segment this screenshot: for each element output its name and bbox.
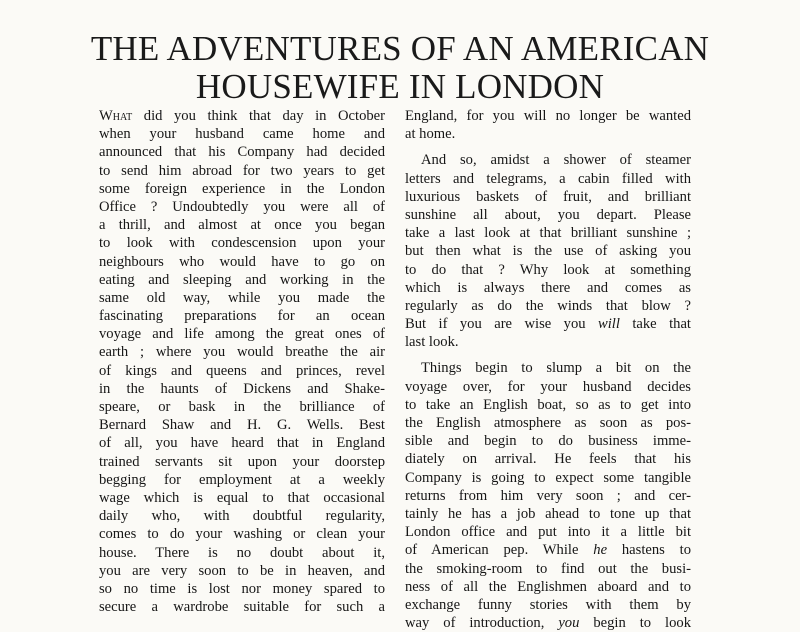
paragraph-gap <box>405 143 691 151</box>
text-line: you are very soon to be in heaven, and <box>99 562 385 579</box>
paragraph <box>405 107 691 143</box>
text-line: England, for you will no longer be wanted <box>405 108 691 124</box>
paragraph <box>405 151 691 351</box>
text-line: exchange funny stories with them by <box>405 596 691 613</box>
text-line: begging for employment at a weekly <box>99 471 385 488</box>
text-line: take a last look at that brilliant sunshine ; <box>405 225 691 242</box>
text-line: to send him abroad for two years to get <box>99 162 385 179</box>
text-line: diately on arrival. He feels that his <box>405 451 691 468</box>
text-line: returns from him very soon ; and cer- <box>405 487 691 504</box>
text-line: Company is going to expect some tangible <box>405 469 691 486</box>
text-line: sible and begin to do business imme- <box>405 433 691 450</box>
text-line: wage which is equal to that occasional <box>99 489 385 506</box>
text-line: fascinating preparations for an ocean <box>99 308 385 325</box>
text-line: announced that his Company had decided <box>99 144 385 161</box>
text-line: secure a wardrobe suitable for such a <box>99 599 385 616</box>
text-line: but then what is the use of asking you <box>405 243 691 260</box>
text-line: in the haunts of Dickens and Shake- <box>99 380 385 397</box>
title-line-2: HOUSEWIFE IN LONDON <box>195 67 605 106</box>
text-line: the English atmosphere as soon as pos- <box>405 415 691 431</box>
text-line: to do that ? Why look at something <box>405 261 691 278</box>
text-line: earth ; where you would breathe the air <box>99 344 385 361</box>
text-line: Things begin to slump a bit on the <box>421 360 691 377</box>
text-line: neighbours who would have to go on <box>99 253 385 270</box>
text-line: of kings and queens and princes, revel <box>99 362 385 379</box>
title-line-1: THE ADVENTURES OF AN AMERICAN <box>90 29 710 68</box>
left-column <box>99 107 385 616</box>
text-line: at home. <box>405 126 456 143</box>
lead-word: What <box>99 108 133 124</box>
text-line: luxurious baskets of fruit, and brilliant <box>405 188 691 205</box>
text-line: voyage and life among the great ones of <box>99 326 385 343</box>
text-line: Bernard Shaw and H. G. Wells. Best <box>99 417 385 434</box>
paragraph <box>99 107 385 616</box>
article-title <box>70 30 730 106</box>
text-line: comes to do your washing or clean your <box>99 526 385 543</box>
text-line: house. There is no doubt about it, <box>99 544 385 561</box>
emphasis: will <box>598 316 620 333</box>
text-line: London office and put into it a little bit <box>405 524 691 541</box>
paragraph <box>405 359 691 632</box>
text-line: when your husband came home and <box>99 126 385 143</box>
text-line: tainly he has a job ahead to tone up that <box>405 505 691 522</box>
text-line: of all, you have heard that in England <box>99 435 385 452</box>
text-line: the smoking-room to find out the busi- <box>405 560 691 577</box>
text-line: to take an English boat, so as to get into <box>405 396 691 413</box>
text-line: of American pep. While he hastens to <box>405 542 691 559</box>
text-line: voyage over, for your husband decides <box>405 378 691 395</box>
text-line: same old way, while you made the <box>99 289 385 306</box>
emphasis: he <box>593 542 608 559</box>
right-column <box>405 107 691 632</box>
text-line: last look. <box>405 334 459 351</box>
text-line: trained servants sit upon your doorstep <box>99 453 385 470</box>
text-line: What did you think that day in October <box>99 108 385 124</box>
paragraph-gap <box>405 351 691 359</box>
text-line: But if you are wise you will take that <box>405 316 691 333</box>
text-line: a thrill, and almost at once you began <box>99 217 385 234</box>
text-line: sunshine all about, you depart. Please <box>405 206 691 223</box>
text-line: speare, or bask in the brilliance of <box>99 399 385 415</box>
text-line: so no time is lost nor money spared to <box>99 580 385 597</box>
text-line: to look with condescension upon your <box>99 235 385 252</box>
text-line: way of introduction, you begin to look <box>405 615 691 632</box>
text-line: which is always there and comes as <box>405 279 691 296</box>
text-line: ness of all the Englishmen aboard and to <box>405 578 691 595</box>
text-line: regularly as do the winds that blow ? <box>405 297 691 314</box>
emphasis: you <box>558 615 580 632</box>
text-line: And so, amidst a shower of steamer <box>421 152 691 169</box>
text-line: some foreign experience in the London <box>99 180 385 197</box>
text-line: letters and telegrams, a cabin filled with <box>405 170 691 187</box>
text-line: Office ? Undoubtedly you were all of <box>99 198 385 215</box>
text-line: daily who, with doubtful regularity, <box>99 508 385 525</box>
text-line: eating and sleeping and working in the <box>99 271 385 288</box>
